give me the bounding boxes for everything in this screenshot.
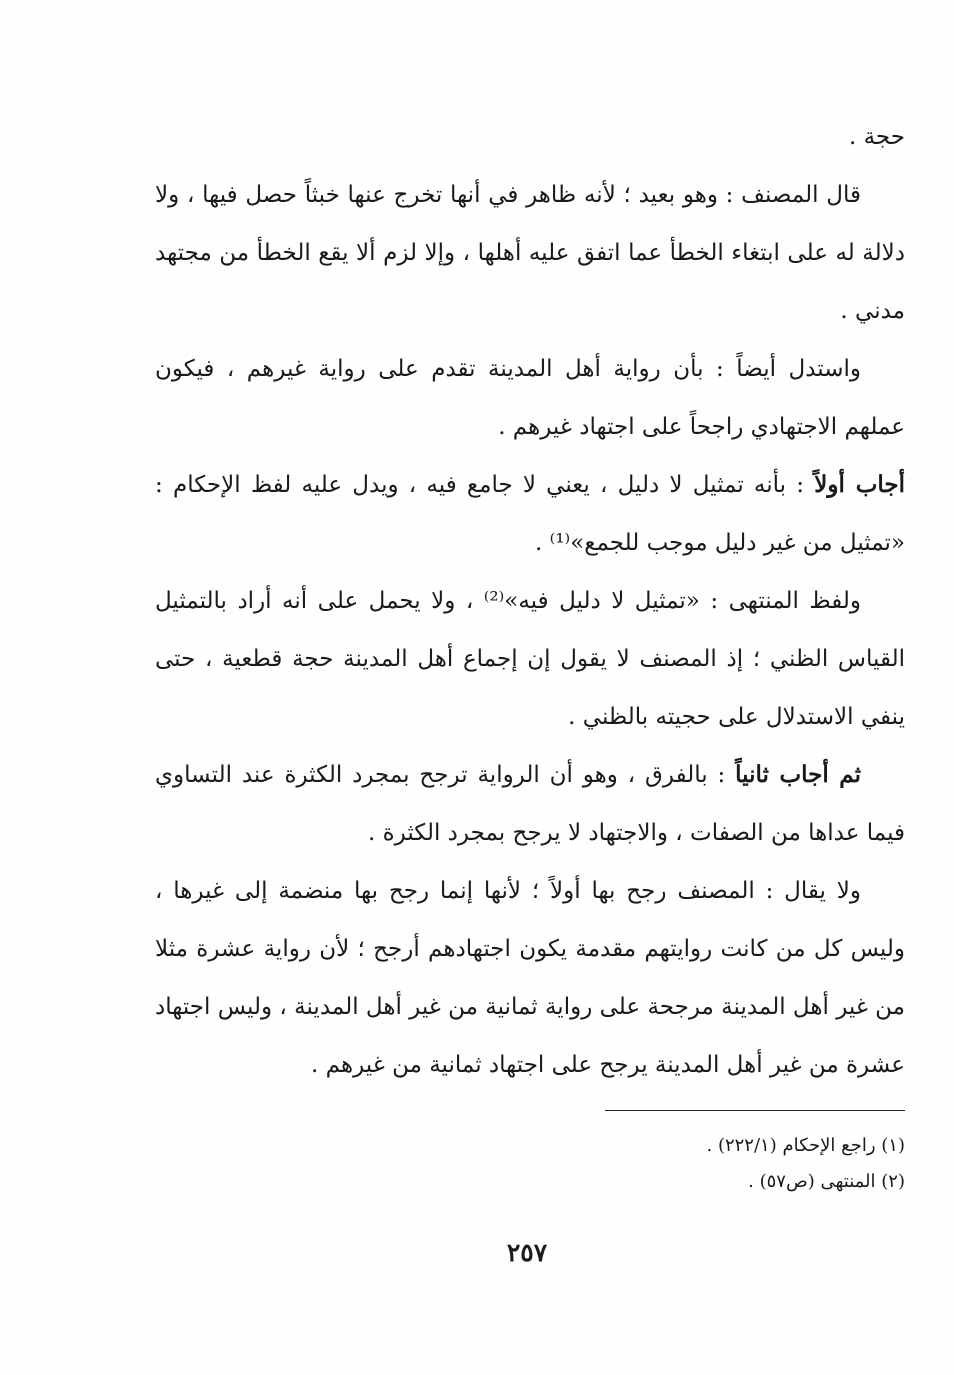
bold-lead: ثم أجاب ثانياً [735,761,862,788]
paragraph: ولفظ المنتهى : «تمثيل لا دليل فيه»⁽²⁾ ، ولا يحمل على أنه أراد بالتمثيل القياس الظني ؛ إذ المصنف لا يقول إن إجماع أهل المدينة حجة قطعية ، حتى ينفي الاستدلال على حجيته بالظني . [155,588,905,730]
paragraph: حجة . [848,124,905,150]
footnote-divider [605,1110,905,1111]
footnote: (١) راجع الإحكام (٢٢٢/١) . [706,1135,905,1156]
paragraph: واستدل أيضاً : بأن رواية أهل المدينة تقدم على رواية غيرهم ، فيكون عملهم الاجتهادي راجحاً على اجتهاد غيرهم . [155,356,905,440]
paragraph: ثم أجاب ثانياً : بالفرق ، وهو أن الرواية ترجح بمجرد الكثرة عند التساوي فيما عداها من الصفات ، والاجتهاد لا يرجح بمجرد الكثرة . [155,761,905,846]
paragraph: ولا يقال : المصنف رجح بها أولاً ؛ لأنها إنما رجح بها منضمة إلى غيرها ، وليس كل من كانت روايتهم مقدمة يكون اجتهادهم أرجح ؛ لأن رواية عشرة مثلا من غير أهل المدينة مرجحة على رواية ثمانية من غير أهل المدينة ، وليس اجتهاد عشرة من غير أهل المدينة يرجح على اجتهاد ثمانية من غيرهم . [155,878,905,1078]
bold-lead: أجاب أولاً [814,471,906,498]
paragraph: قال المصنف : وهو بعيد ؛ لأنه ظاهر في أنها تخرج عنها خبثاً حصل فيها ، ولا دلالة له على ابتغاء الخطأ عما اتفق عليه أهلها ، وإلا لزم ألا يقع الخطأ من مجتهد مدني . [155,182,905,324]
paragraph: أجاب أولاً : بأنه تمثيل لا دليل ، يعني لا جامع فيه ، ويدل عليه لفظ الإحكام : «تمثيل من غير دليل موجب للجمع»⁽¹⁾ . [155,471,906,556]
footnote: (٢) المنتهى (ص٥٧) . [748,1171,905,1192]
main-text [155,108,905,1094]
page-number: ٢٥٧ [506,1238,548,1267]
footnotes [455,1128,905,1200]
